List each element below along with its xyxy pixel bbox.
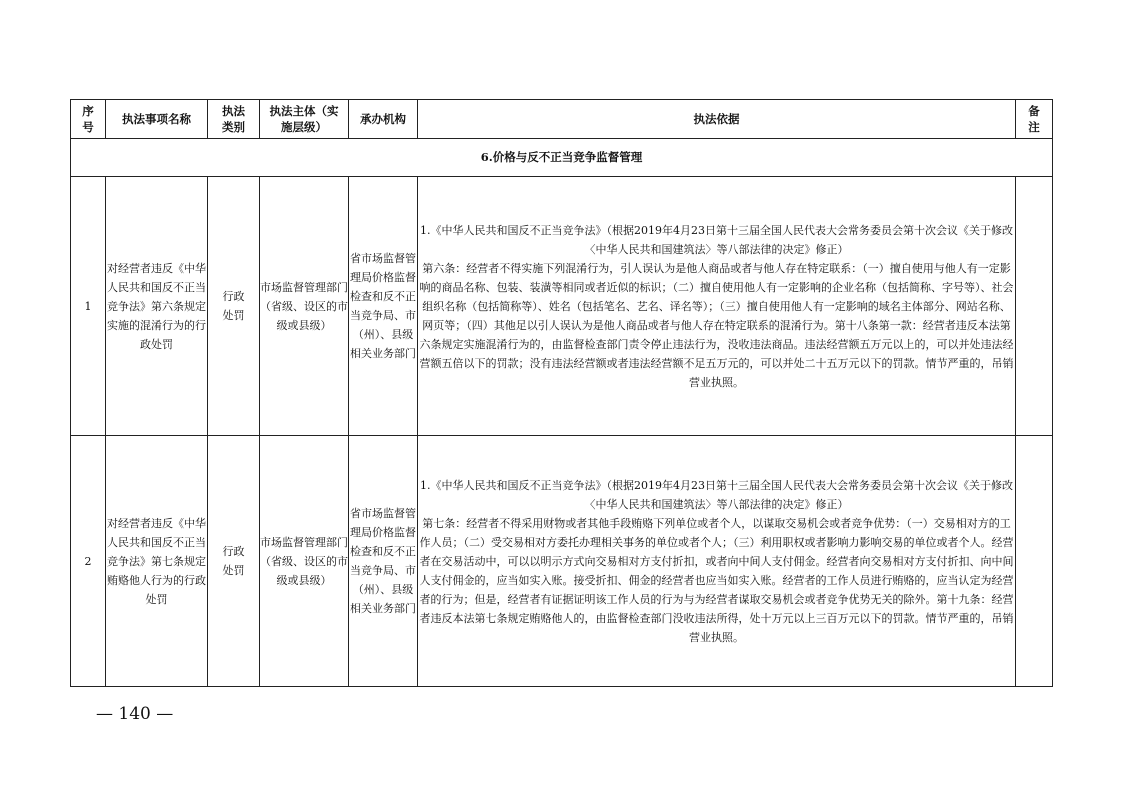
header-basis: 执法依据 [418,100,1016,139]
section-title: 6.价格与反不正当竞争监督管理 [71,139,1053,177]
row-subject: 市场监督管理部门（省级、设区的市级或县级） [260,436,349,687]
header-remark: 备注 [1016,100,1053,139]
header-row [71,100,1053,139]
row-seq: 1 [71,177,106,436]
row-subject: 市场监督管理部门（省级、设区的市级或县级） [260,177,349,436]
header-name: 执法事项名称 [106,100,208,139]
table-row [71,436,1053,687]
law-enforcement-table [70,99,1053,687]
row-category: 行政处罚 [208,177,260,436]
row-basis: 1.《中华人民共和国反不正当竞争法》（根据2019年4月23日第十三届全国人民代表大会常务委员会第十次会议《关于修改〈中华人民共和国建筑法〉等八部法律的决定》修正） 第七条：经营者不得采用财物或者其他手段贿赂下列单位或者个人，以谋取交易机会或者竞争优势：（一）交易相对方的工作人员；（二）受交易相对方委托办理相关事务的单位或者个人；（三）利用职权或者影响力影响交易的单位或者个人。经营者在交易活动中，可以以明示方式向交易相对方支付折扣，或者向中间人支付佣金。经营者向交易相对方支付折扣、向中间人支付佣金的，应当如实入账。接受折扣、佣金的经营者也应当如实入账。经营者的工作人员进行贿赂的，应当认定为经营者的行为；但是，经营者有证据证明该工作人员的行为与为经营者谋取交易机会或者竞争优势无关的除外。第十九条：经营者违反本法第七条规定贿赂他人的，由监督检查部门没收违法所得，处十万元以上三百万元以下的罚款。情节严重的，吊销营业执照。 [418,436,1016,687]
row-remark [1016,436,1053,687]
header-subject: 执法主体（实施层级） [260,100,349,139]
row-category: 行政处罚 [208,436,260,687]
header-seq: 序号 [71,100,106,139]
row-name: 对经营者违反《中华人民共和国反不正当竞争法》第六条规定实施的混淆行为的行政处罚 [106,177,208,436]
row-basis: 1.《中华人民共和国反不正当竞争法》（根据2019年4月23日第十三届全国人民代表大会常务委员会第十次会议《关于修改〈中华人民共和国建筑法〉等八部法律的决定》修正） 第六条：经营者不得实施下列混淆行为，引人误认为是他人商品或者与他人存在特定联系：（一）擅自使用与他人有一定影响的商品名称、包装、装潢等相同或者近似的标识；（二）擅自使用他人有一定影响的企业名称（包括简称、字号等）、社会组织名称（包括简称等）、姓名（包括笔名、艺名、译名等）；（三）擅自使用他人有一定影响的域名主体部分、网站名称、网页等；（四）其他足以引人误认为是他人商品或者与他人存在特定联系的混淆行为。第十八条第一款：经营者违反本法第六条规定实施混淆行为的，由监督检查部门责令停止违法行为，没收违法商品。违法经营额五万元以上的，可以并处违法经营额五倍以下的罚款；没有违法经营额或者违法经营额不足五万元的，可以并处二十五万元以下的罚款。情节严重的，吊销营业执照。 [418,177,1016,436]
row-org: 省市场监督管理局价格监督检查和反不正当竞争局、市（州）、县级相关业务部门 [349,177,418,436]
header-category: 执法类别 [208,100,260,139]
row-org: 省市场监督管理局价格监督检查和反不正当竞争局、市（州）、县级相关业务部门 [349,436,418,687]
header-org: 承办机构 [349,100,418,139]
row-remark [1016,177,1053,436]
row-seq: 2 [71,436,106,687]
table-row [71,177,1053,436]
row-name: 对经营者违反《中华人民共和国反不正当竞争法》第七条规定贿赂他人行为的行政处罚 [106,436,208,687]
section-row [71,139,1053,177]
page-number: — 140 — [96,704,174,724]
